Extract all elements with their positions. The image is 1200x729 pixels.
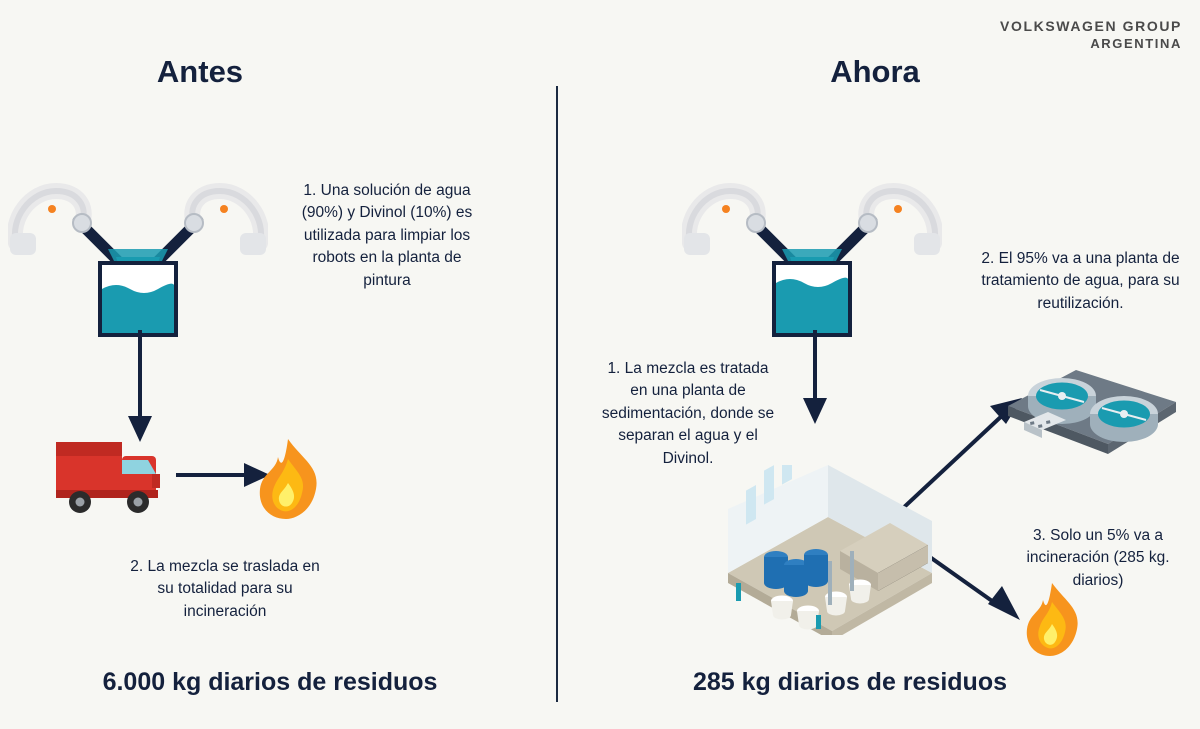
truck-icon bbox=[52, 430, 182, 525]
total-after: 285 kg diarios de residuos bbox=[692, 668, 1007, 696]
after-step-2-text: 2. El 95% va a una planta de tratamiento de agua, para su reutilización. bbox=[981, 250, 1180, 312]
brand-line-2: ARGENTINA bbox=[1090, 35, 1182, 51]
total-before: 6.000 kg diarios de residuos bbox=[102, 668, 438, 696]
after-step-3-text: 3. Solo un 5% va a incineración (285 kg. diarios) bbox=[1026, 527, 1170, 589]
brand-logo bbox=[1000, 18, 1182, 52]
fire-icon-right bbox=[1018, 580, 1086, 665]
water-treatment-tanks-icon bbox=[1000, 340, 1180, 465]
paint-robots-tank-icon-right bbox=[682, 165, 942, 345]
arrow-down-right-icon bbox=[795, 330, 835, 430]
after-step-1-text: 1. La mezcla es tratada en una planta de sedimentación, donde se separan el agua y el Divinol. bbox=[601, 360, 775, 467]
sedimentation-plant-icon bbox=[720, 465, 940, 640]
vertical-divider bbox=[556, 86, 558, 702]
fire-icon-left bbox=[250, 435, 326, 528]
brand-line-1: VOLKSWAGEN GROUP bbox=[1000, 18, 1182, 34]
heading-before: Antes bbox=[156, 54, 244, 89]
before-step-1-text: 1. Una solución de agua (90%) y Divinol (10%) es utilizada para limpiar los robots en la planta de pintura bbox=[301, 182, 473, 289]
heading-after: Ahora bbox=[830, 54, 920, 89]
paint-robots-tank-icon-left bbox=[8, 165, 268, 345]
before-step-2-text: 2. La mezcla se traslada en su totalidad para su incineración bbox=[130, 558, 320, 620]
